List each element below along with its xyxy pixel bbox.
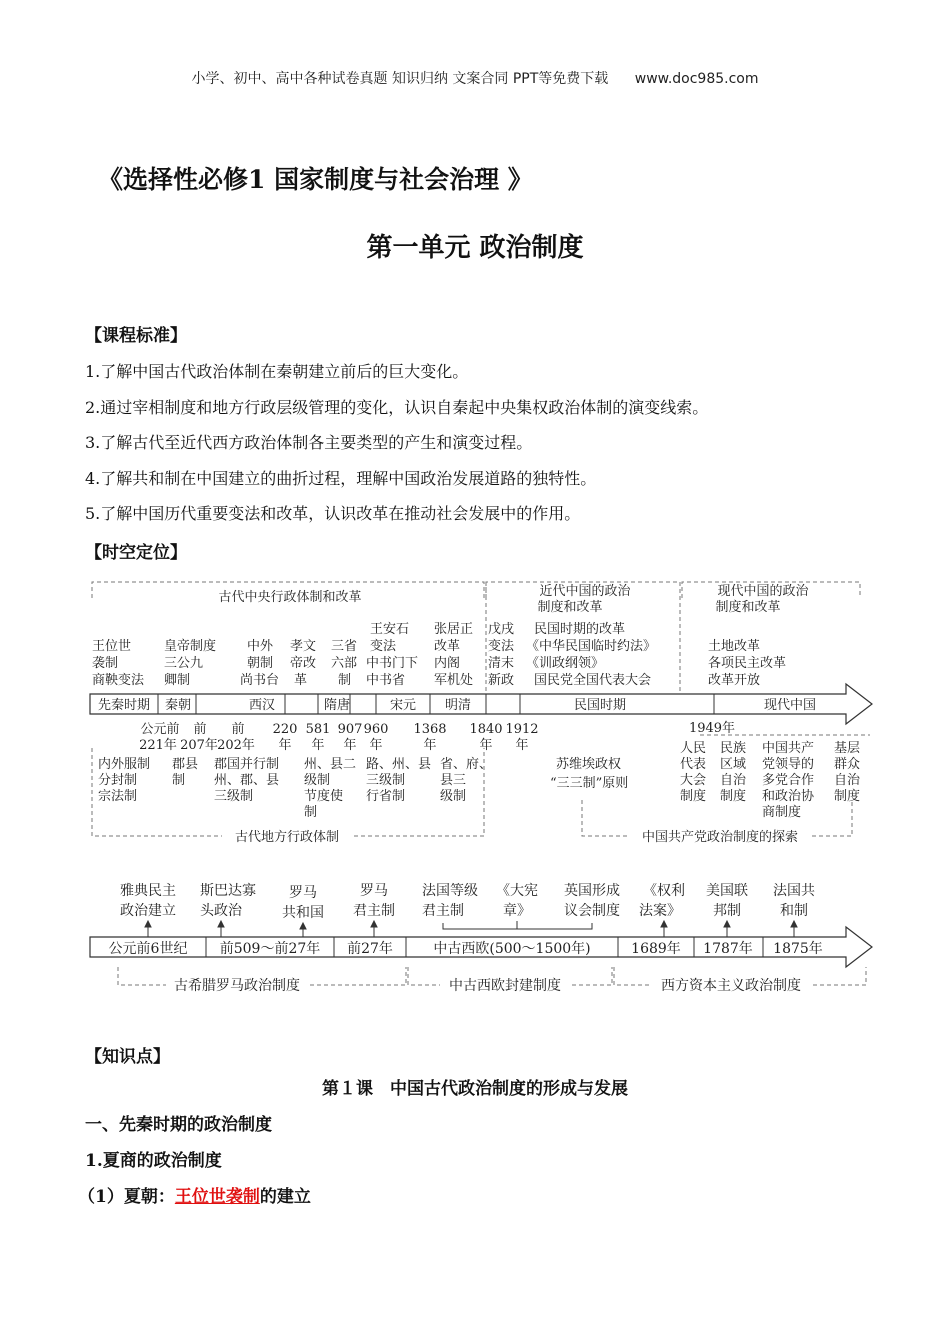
event-label: 县三 xyxy=(440,773,467,788)
period-label: 明清 xyxy=(444,698,472,713)
date-label: 1912 xyxy=(505,722,539,737)
event-label: 三级制 xyxy=(214,789,254,804)
date-label: 202年 xyxy=(217,738,255,753)
bar-label: 1875年 xyxy=(773,941,823,957)
event-label: 头政治 xyxy=(200,903,242,919)
event-label: 改革 xyxy=(434,639,461,654)
header-note-text: 小学、初中、高中各种试卷真题 知识归纳 文案合同 PPT等免费下载 xyxy=(191,71,609,87)
period-label: 宋元 xyxy=(389,698,417,713)
event-label: 民国时期的改革 xyxy=(534,622,626,637)
document-title: 《选择性必修1 国家制度与社会治理 》 xyxy=(98,165,533,194)
event-label: 改革开放 xyxy=(708,673,761,688)
event-label: 郡国并行制 xyxy=(214,757,280,772)
period-label: 现代中国 xyxy=(763,698,817,713)
event-label: 中书省 xyxy=(366,673,406,688)
event-label: 张居正 xyxy=(434,622,474,637)
event-label: 法案》 xyxy=(639,903,681,919)
event-label: 王位世 xyxy=(92,639,132,654)
event-label: 苏维埃政权 xyxy=(556,757,622,772)
date-label: 1368 xyxy=(413,722,447,737)
timeline-arrow xyxy=(90,684,872,724)
event-label: 土地改革 xyxy=(708,639,761,654)
event-label: 君主制 xyxy=(422,903,464,919)
event-label: 卿制 xyxy=(164,673,191,688)
event-label: 王安石 xyxy=(370,622,410,637)
event-label: 变法 xyxy=(488,639,515,654)
event-label: 议会制度 xyxy=(564,903,620,919)
event-label: 朝制 xyxy=(247,656,274,671)
event-label: 中书门下 xyxy=(366,656,419,671)
group-label: 中古西欧封建制度 xyxy=(449,978,561,994)
event-label: 革 xyxy=(294,673,308,688)
event-label: 帝改 xyxy=(290,656,317,671)
event-label: 《中华民国临时约法》 xyxy=(526,639,657,654)
event-label: 郡县 xyxy=(172,757,199,772)
item-prefix: （1）夏朝： xyxy=(78,1187,175,1207)
event-label: 分封制 xyxy=(98,773,138,788)
event-label: 级制 xyxy=(440,789,467,804)
event-label: 商制度 xyxy=(762,805,802,820)
event-label: 国民党全国代表大会 xyxy=(534,673,652,688)
event-label: 中国共产 xyxy=(762,741,815,756)
event-label: 省、府、 xyxy=(440,757,493,772)
period-label: 先秦时期 xyxy=(97,698,151,713)
date-label: 年 xyxy=(311,738,325,753)
date-label: 1840 xyxy=(469,722,503,737)
event-label: 新政 xyxy=(488,673,515,688)
event-label: 节度使 xyxy=(304,789,344,804)
event-label: 多党合作 xyxy=(762,773,815,788)
date-label: 前 xyxy=(231,722,245,737)
event-label: “三三制”原则 xyxy=(550,776,629,791)
header-url[interactable]: www.doc985.com xyxy=(634,71,759,87)
event-label: 清末 xyxy=(488,656,515,671)
date-label: 年 xyxy=(343,738,357,753)
event-label: 路、州、县 xyxy=(366,757,432,772)
bar-label: 1689年 xyxy=(631,941,681,957)
event-label: 法国等级 xyxy=(422,883,478,899)
event-label: 制 xyxy=(304,805,318,820)
group-label-contemporary: 制度和改革 xyxy=(715,600,781,615)
event-label: 军机处 xyxy=(434,673,474,688)
group-label-contemporary: 现代中国的政治 xyxy=(717,584,809,599)
event-label: 代表 xyxy=(680,757,707,772)
event-label: 孝文 xyxy=(290,639,317,654)
event-label: 各项民主改革 xyxy=(708,656,787,671)
group-label-modern: 近代中国的政治 xyxy=(539,584,631,599)
event-label: 《大宪 xyxy=(496,883,538,899)
item-suffix: 的建立 xyxy=(259,1187,311,1207)
event-label: 六部 xyxy=(331,656,358,671)
group-label-ancient-central: 古代中央行政体制和改革 xyxy=(218,590,362,605)
curriculum-heading: 【课程标准】 xyxy=(85,326,187,346)
event-label: 变法 xyxy=(370,639,397,654)
knowledge-item xyxy=(78,1182,311,1207)
event-label: 中外 xyxy=(247,639,274,654)
lesson-title: 第１课 中国古代政治制度的形成与发展 xyxy=(322,1079,628,1099)
bar-label: 1787年 xyxy=(703,941,753,957)
group-label: 西方资本主义政治制度 xyxy=(661,978,801,994)
event-label: 美国联 xyxy=(706,883,748,899)
event-label: 共和国 xyxy=(282,905,324,921)
date-label: 年 xyxy=(369,738,383,753)
curriculum-item: 1.了解中国古代政治体制在秦朝建立前后的巨大变化。 xyxy=(85,362,469,381)
event-label: 三级制 xyxy=(366,773,406,788)
event-label: 斯巴达寡 xyxy=(200,883,256,899)
bar-label: 公元前6世纪 xyxy=(108,941,188,957)
bar-label: 前509～前27年 xyxy=(219,941,321,957)
date-label: 年 xyxy=(479,738,493,753)
event-label: 制 xyxy=(338,673,352,688)
section-heading: 一、先秦时期的政治制度 xyxy=(85,1115,272,1135)
event-label: 政治建立 xyxy=(120,903,176,919)
date-label: 220 xyxy=(272,722,298,737)
event-label: 行省制 xyxy=(366,789,406,804)
event-label: 内外服制 xyxy=(98,757,151,772)
event-label: 商鞅变法 xyxy=(92,673,145,688)
west-timeline-diagram xyxy=(0,875,950,1000)
event-label: 制 xyxy=(172,773,186,788)
curriculum-item: 5.了解中国历代重要变法和改革，认识改革在推动社会发展中的作用。 xyxy=(85,504,581,523)
curriculum-item: 4.了解共和制在中国建立的曲折过程，理解中国政治发展道路的独特性。 xyxy=(85,469,597,488)
period-label: 民国时期 xyxy=(573,698,627,713)
date-label: 年 xyxy=(515,738,529,753)
event-label: 宗法制 xyxy=(98,789,138,804)
group-label: 古希腊罗马政治制度 xyxy=(174,978,300,994)
event-label: 制度 xyxy=(680,789,707,804)
date-label: 581 xyxy=(305,722,331,737)
event-label: 州、县二 xyxy=(304,757,357,772)
event-label: 州、郡、县 xyxy=(214,773,280,788)
event-label: 《权利 xyxy=(643,883,685,899)
event-label: 《训政纲领》 xyxy=(526,656,605,671)
event-label: 党领导的 xyxy=(762,757,815,772)
period-label: 隋唐 xyxy=(323,698,351,713)
event-label: 章》 xyxy=(503,903,531,919)
date-label: 年 xyxy=(278,738,292,753)
event-label: 雅典民主 xyxy=(120,883,176,899)
event-label: 制度 xyxy=(834,789,861,804)
unit-title: 第一单元 政治制度 xyxy=(366,233,584,263)
event-label: 民族 xyxy=(720,741,747,756)
group-label-modern: 制度和改革 xyxy=(537,600,603,615)
event-label: 群众 xyxy=(834,757,861,772)
event-label: 自治 xyxy=(834,773,861,788)
china-timeline-diagram xyxy=(0,570,950,850)
bar-label: 前27年 xyxy=(347,941,393,957)
event-label: 英国形成 xyxy=(564,883,620,899)
event-label: 皇帝制度 xyxy=(164,639,217,654)
date-label: 前 xyxy=(193,722,207,737)
date-label: 907 xyxy=(337,722,363,737)
group-label-ancient-local: 古代地方行政体制 xyxy=(234,830,340,845)
subsection-heading: 1.夏商的政治制度 xyxy=(85,1151,222,1171)
event-label: 尚书台 xyxy=(240,673,280,688)
curriculum-item: 2.通过宰相制度和地方行政层级管理的变化，认识自秦起中央集权政治体制的演变线索。 xyxy=(85,398,709,417)
positioning-heading: 【时空定位】 xyxy=(85,543,187,563)
event-label: 自治 xyxy=(720,773,747,788)
date-label: 公元前 xyxy=(140,722,180,737)
period-label: 西汉 xyxy=(248,698,276,713)
event-label: 罗马 xyxy=(289,885,317,901)
event-label: 法国共 xyxy=(773,883,815,899)
date-label: 960 xyxy=(363,722,389,737)
event-label: 君主制 xyxy=(353,903,395,919)
event-label: 罗马 xyxy=(360,883,388,899)
event-label: 三公九 xyxy=(164,656,204,671)
event-label: 区域 xyxy=(720,757,747,772)
knowledge-heading: 【知识点】 xyxy=(85,1047,170,1067)
bar-label: 中古西欧(500～1500年) xyxy=(433,941,591,957)
event-label: 袭制 xyxy=(92,656,119,671)
event-label: 戊戌 xyxy=(488,622,515,637)
group-label-cpc: 中国共产党政治制度的探索 xyxy=(641,830,799,845)
event-label: 和制 xyxy=(780,903,808,919)
event-label: 基层 xyxy=(834,741,861,756)
date-label: 207年 xyxy=(180,738,218,753)
page-header-note xyxy=(0,68,950,88)
event-label: 级制 xyxy=(304,773,331,788)
event-label: 制度 xyxy=(720,789,747,804)
event-label: 大会 xyxy=(680,773,707,788)
event-label: 三省 xyxy=(331,639,358,654)
date-label: 年 xyxy=(423,738,437,753)
event-label: 和政治协 xyxy=(762,789,815,804)
date-label: 1949年 xyxy=(688,721,736,736)
key-term: 王位世袭制 xyxy=(174,1187,260,1207)
period-label: 秦朝 xyxy=(164,698,192,713)
event-label: 内阁 xyxy=(434,656,461,671)
date-label: 221年 xyxy=(139,738,177,753)
event-label: 邦制 xyxy=(713,903,741,919)
curriculum-item: 3.了解古代至近代西方政治体制各主要类型的产生和演变过程。 xyxy=(85,433,533,452)
event-label: 人民 xyxy=(680,741,707,756)
